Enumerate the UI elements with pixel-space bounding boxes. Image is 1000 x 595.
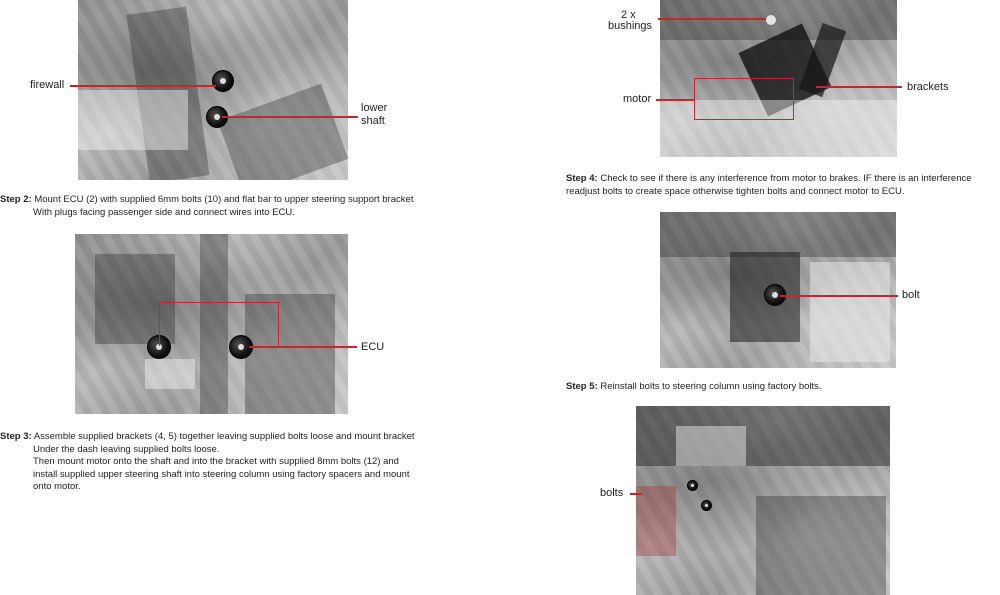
step-3-text	[0, 431, 445, 494]
step-4-line2: readjust bolts to create space otherwise tighten bolts and connect motor to ECU.	[566, 185, 905, 197]
motor-leader	[656, 99, 694, 101]
brackets-label: brackets	[907, 81, 949, 93]
photo-bolt	[660, 212, 896, 368]
motor-label: motor	[623, 93, 652, 105]
ecu-bracket-outline	[159, 302, 279, 346]
step-3-label: Step 3:	[0, 431, 32, 442]
step-4-text	[566, 173, 1000, 198]
ecu-leader	[249, 346, 357, 348]
bushing-marker	[765, 14, 777, 26]
brackets-leader	[816, 86, 902, 88]
bolts-marker-upper	[687, 480, 698, 491]
step-4-line1: Check to see if there is any interference from motor to brakes. IF there is an interference	[600, 173, 972, 184]
bolts-marker-lower	[701, 500, 712, 511]
firewall-leader	[70, 85, 216, 87]
bolt-leader	[780, 295, 898, 297]
step-2-line1: Mount ECU (2) with supplied 6mm bolts (10) and flat bar to upper steering support bracket	[34, 194, 414, 205]
step-2-label: Step 2:	[0, 194, 32, 205]
lower-shaft-label-line2: shaft	[361, 115, 385, 127]
step-3-line2: Under the dash leaving supplied bolts loose.	[33, 443, 220, 455]
step-2-text	[0, 194, 440, 219]
ecu-label: ECU	[361, 341, 385, 353]
step-5-text	[566, 381, 1000, 394]
step-5-line1: Reinstall bolts to steering column using factory bolts.	[600, 381, 822, 392]
motor-outline	[694, 78, 794, 120]
step-3-line1: Assemble supplied brackets (4, 5) together leaving supplied bolts loose and mount bracket	[33, 431, 415, 442]
step-3-line4: install supplied upper steering shaft into steering column using factory spacers and mount	[33, 468, 410, 480]
photo-bolts	[636, 406, 890, 595]
bushings-leader	[658, 18, 766, 20]
bolts-label: bolts	[600, 487, 624, 499]
lower-shaft-leader	[222, 116, 358, 118]
lower-shaft-label-line1: lower	[361, 102, 388, 114]
firewall-marker	[212, 70, 234, 92]
bushings-label-line1: 2 x	[621, 9, 636, 21]
photo-firewall-lower-shaft	[78, 0, 348, 180]
step-2-line2: With plugs facing passenger side and connect wires into ECU.	[33, 206, 295, 218]
bushings-label-line2: bushings	[608, 20, 653, 32]
step-5-label: Step 5:	[566, 381, 598, 392]
firewall-label: firewall	[30, 79, 65, 91]
step-4-label: Step 4:	[566, 173, 598, 184]
step-3-line3: Then mount motor onto the shaft and into the bracket with supplied 8mm bolts (12) and	[33, 456, 399, 467]
bolt-label: bolt	[902, 289, 920, 301]
step-3-line5: onto motor.	[33, 481, 81, 492]
bolts-leader	[630, 493, 642, 495]
